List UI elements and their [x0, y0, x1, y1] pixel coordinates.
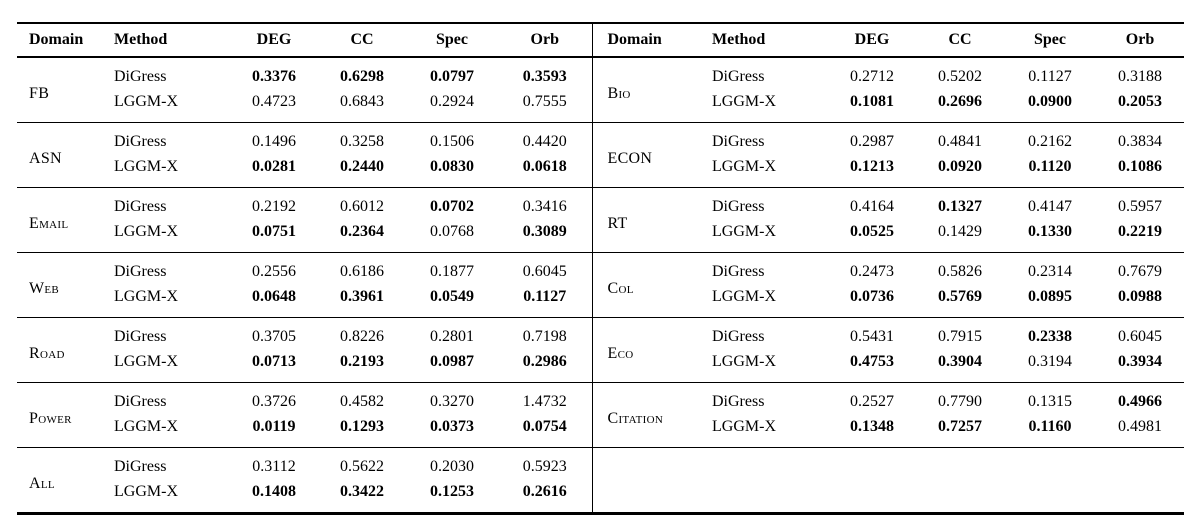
value-cell: 0.1253 — [430, 483, 474, 500]
method-cell: DiGress — [712, 68, 765, 85]
value-cell: 0.3726 — [230, 383, 318, 415]
domain-cell: RT — [592, 188, 710, 253]
method-cell: DiGress — [710, 123, 828, 155]
value-cell: 0.0373 — [430, 418, 474, 435]
value-cell: 0.0754 — [522, 418, 567, 435]
value-cell: 0.3904 — [938, 353, 982, 370]
value-cell: 0.3089 — [522, 223, 567, 240]
value-cell: 0.1160 — [1028, 418, 1072, 435]
value-cell: 0.6045 — [1096, 318, 1184, 350]
value-cell: 0.1081 — [850, 93, 894, 110]
value-cell: 0.2556 — [230, 253, 318, 285]
value-cell: 0.1496 — [230, 123, 318, 155]
value-cell: 0.0648 — [252, 288, 296, 305]
value-cell: 0.1086 — [1118, 158, 1162, 175]
header-spec-right: Spec — [1034, 31, 1066, 48]
method-cell: DiGress — [112, 383, 230, 415]
domain-cell: Road — [17, 318, 112, 383]
value-cell: 0.3422 — [340, 483, 384, 500]
value-cell: 0.2473 — [828, 253, 916, 285]
table-row — [17, 383, 1184, 415]
header-deg-left: DEG — [256, 31, 292, 48]
value-cell: 0.0900 — [1028, 93, 1072, 110]
value-cell: 0.0549 — [430, 288, 474, 305]
method-cell: DiGress — [112, 448, 230, 480]
header-row — [17, 23, 1184, 57]
method-cell: LGGM-X — [712, 158, 776, 175]
value-cell: 0.4723 — [252, 93, 296, 110]
domain-cell: All — [17, 448, 112, 514]
domain-cell — [592, 448, 710, 514]
value-cell: 0.2030 — [406, 448, 498, 480]
value-cell: 0.4164 — [828, 188, 916, 220]
header-domain-right: Domain — [592, 23, 710, 57]
table-row — [17, 253, 1184, 285]
value-cell: 0.1127 — [523, 288, 567, 305]
domain-cell: ASN — [17, 123, 112, 188]
value-cell: 0.3834 — [1096, 123, 1184, 155]
value-cell: 1.4732 — [498, 383, 592, 415]
domain-cell: Eco — [592, 318, 710, 383]
domain-cell: ECON — [592, 123, 710, 188]
method-cell: LGGM-X — [114, 418, 178, 435]
method-cell: LGGM-X — [712, 223, 776, 240]
value-cell: 0.3112 — [230, 448, 318, 480]
header-spec-left: Spec — [436, 31, 468, 48]
value-cell: 0.2338 — [1004, 318, 1096, 350]
value-cell: 0.3258 — [318, 123, 406, 155]
value-cell: 0.3705 — [230, 318, 318, 350]
value-cell: 0.6298 — [340, 68, 384, 85]
value-cell: 0.2801 — [406, 318, 498, 350]
header-method-right: Method — [712, 31, 766, 48]
value-cell: 0.2986 — [522, 353, 567, 370]
value-cell: 0.0988 — [1118, 288, 1162, 305]
value-cell: 0.0751 — [252, 223, 296, 240]
domain-cell: FB — [29, 84, 50, 102]
method-cell: DiGress — [114, 68, 167, 85]
value-cell: 0.7915 — [916, 318, 1004, 350]
results-table — [17, 22, 1184, 515]
value-cell: 0.6045 — [498, 253, 592, 285]
value-cell: 0.7679 — [1096, 253, 1184, 285]
value-cell: 0.5202 — [938, 68, 982, 85]
domain-cell: Citation — [592, 383, 710, 448]
domain-cell: Power — [17, 383, 112, 448]
method-cell: LGGM-X — [712, 353, 776, 370]
value-cell: 0.6843 — [340, 93, 384, 110]
value-cell: 0.5923 — [498, 448, 592, 480]
domain-cell: Bio — [592, 57, 710, 123]
method-cell: LGGM-X — [712, 288, 776, 305]
header-orb-left: Orb — [530, 31, 559, 48]
value-cell: 0.5769 — [938, 288, 982, 305]
value-cell: 0.1429 — [938, 223, 982, 240]
table-header — [17, 23, 1184, 57]
value-cell: 0.3593 — [522, 68, 567, 85]
table-row — [17, 57, 1184, 89]
method-cell: DiGress — [710, 383, 828, 415]
method-cell: DiGress — [710, 318, 828, 350]
method-cell: DiGress — [112, 123, 230, 155]
value-cell — [1004, 448, 1096, 480]
value-cell — [1096, 448, 1184, 480]
value-cell: 0.1330 — [1028, 223, 1072, 240]
value-cell: 0.7257 — [938, 418, 982, 435]
value-cell: 0.0736 — [850, 288, 894, 305]
header-method-left: Method — [114, 31, 168, 48]
value-cell: 0.1315 — [1004, 383, 1096, 415]
value-cell: 0.3376 — [252, 68, 296, 85]
value-cell: 0.0920 — [938, 158, 982, 175]
value-cell: 0.2219 — [1118, 223, 1162, 240]
value-cell — [1096, 479, 1184, 514]
value-cell: 0.6012 — [318, 188, 406, 220]
results-table-container — [17, 22, 1184, 515]
value-cell: 0.3194 — [1028, 353, 1072, 370]
method-cell: DiGress — [112, 188, 230, 220]
value-cell — [916, 448, 1004, 480]
value-cell: 0.0702 — [406, 188, 498, 220]
header-domain-left: Domain — [29, 31, 84, 48]
value-cell: 0.2527 — [828, 383, 916, 415]
value-cell — [916, 479, 1004, 514]
value-cell: 0.2924 — [430, 93, 474, 110]
value-cell: 0.4981 — [1118, 418, 1162, 435]
method-cell: DiGress — [710, 188, 828, 220]
domain-cell: Web — [17, 253, 112, 318]
value-cell: 0.0281 — [252, 158, 296, 175]
value-cell: 0.8226 — [318, 318, 406, 350]
method-cell: LGGM-X — [114, 288, 178, 305]
table-row — [17, 318, 1184, 350]
header-deg-right: DEG — [854, 31, 890, 48]
value-cell: 0.2364 — [340, 223, 384, 240]
value-cell: 0.5431 — [828, 318, 916, 350]
method-cell — [710, 448, 828, 480]
value-cell: 0.2987 — [828, 123, 916, 155]
value-cell: 0.2162 — [1004, 123, 1096, 155]
value-cell: 0.1127 — [1028, 68, 1072, 85]
value-cell — [828, 479, 916, 514]
method-cell: DiGress — [112, 253, 230, 285]
value-cell: 0.3416 — [498, 188, 592, 220]
value-cell — [1004, 479, 1096, 514]
value-cell: 0.1293 — [340, 418, 384, 435]
method-cell: LGGM-X — [712, 93, 776, 110]
value-cell: 0.0830 — [430, 158, 474, 175]
value-cell: 0.2193 — [340, 353, 384, 370]
method-cell: LGGM-X — [712, 418, 776, 435]
method-cell: LGGM-X — [114, 483, 178, 500]
table-row — [17, 123, 1184, 155]
value-cell: 0.1120 — [1028, 158, 1072, 175]
value-cell: 0.0987 — [430, 353, 474, 370]
method-cell: LGGM-X — [114, 353, 178, 370]
method-cell — [710, 479, 828, 514]
value-cell: 0.2053 — [1118, 93, 1162, 110]
value-cell: 0.3188 — [1118, 68, 1162, 85]
value-cell: 0.5957 — [1096, 188, 1184, 220]
method-cell: LGGM-X — [114, 93, 178, 110]
value-cell: 0.5826 — [916, 253, 1004, 285]
value-cell: 0.1213 — [850, 158, 894, 175]
value-cell: 0.7790 — [916, 383, 1004, 415]
method-cell: DiGress — [710, 253, 828, 285]
value-cell: 0.2696 — [938, 93, 982, 110]
value-cell: 0.3934 — [1118, 353, 1162, 370]
value-cell: 0.0618 — [522, 158, 567, 175]
value-cell: 0.1877 — [406, 253, 498, 285]
value-cell: 0.2712 — [850, 68, 894, 85]
value-cell: 0.6186 — [318, 253, 406, 285]
value-cell: 0.1506 — [406, 123, 498, 155]
table-row — [17, 448, 1184, 480]
value-cell: 0.3961 — [340, 288, 384, 305]
value-cell: 0.0525 — [850, 223, 894, 240]
domain-cell: Email — [17, 188, 112, 253]
header-cc-right: CC — [948, 31, 972, 48]
value-cell: 0.2192 — [230, 188, 318, 220]
domain-cell: Col — [592, 253, 710, 318]
value-cell: 0.4147 — [1004, 188, 1096, 220]
method-cell: LGGM-X — [114, 223, 178, 240]
value-cell: 0.2440 — [340, 158, 384, 175]
header-orb-right: Orb — [1125, 31, 1155, 48]
header-cc-left: CC — [350, 31, 374, 48]
value-cell: 0.2616 — [522, 483, 567, 500]
value-cell: 0.4841 — [916, 123, 1004, 155]
value-cell: 0.4966 — [1096, 383, 1184, 415]
method-cell: LGGM-X — [114, 158, 178, 175]
value-cell: 0.0797 — [430, 68, 474, 85]
value-cell: 0.4420 — [498, 123, 592, 155]
value-cell: 0.0119 — [252, 418, 296, 435]
value-cell: 0.0713 — [252, 353, 296, 370]
value-cell: 0.5622 — [318, 448, 406, 480]
value-cell: 0.3270 — [406, 383, 498, 415]
value-cell: 0.1327 — [916, 188, 1004, 220]
value-cell: 0.1348 — [850, 418, 894, 435]
value-cell: 0.7198 — [498, 318, 592, 350]
value-cell — [828, 448, 916, 480]
value-cell: 0.0768 — [430, 223, 474, 240]
table-row — [17, 188, 1184, 220]
value-cell: 0.7555 — [522, 93, 567, 110]
value-cell: 0.4582 — [318, 383, 406, 415]
table-body — [17, 57, 1184, 514]
value-cell: 0.4753 — [850, 353, 894, 370]
value-cell: 0.0895 — [1028, 288, 1072, 305]
value-cell: 0.2314 — [1004, 253, 1096, 285]
method-cell: DiGress — [112, 318, 230, 350]
value-cell: 0.1408 — [252, 483, 296, 500]
